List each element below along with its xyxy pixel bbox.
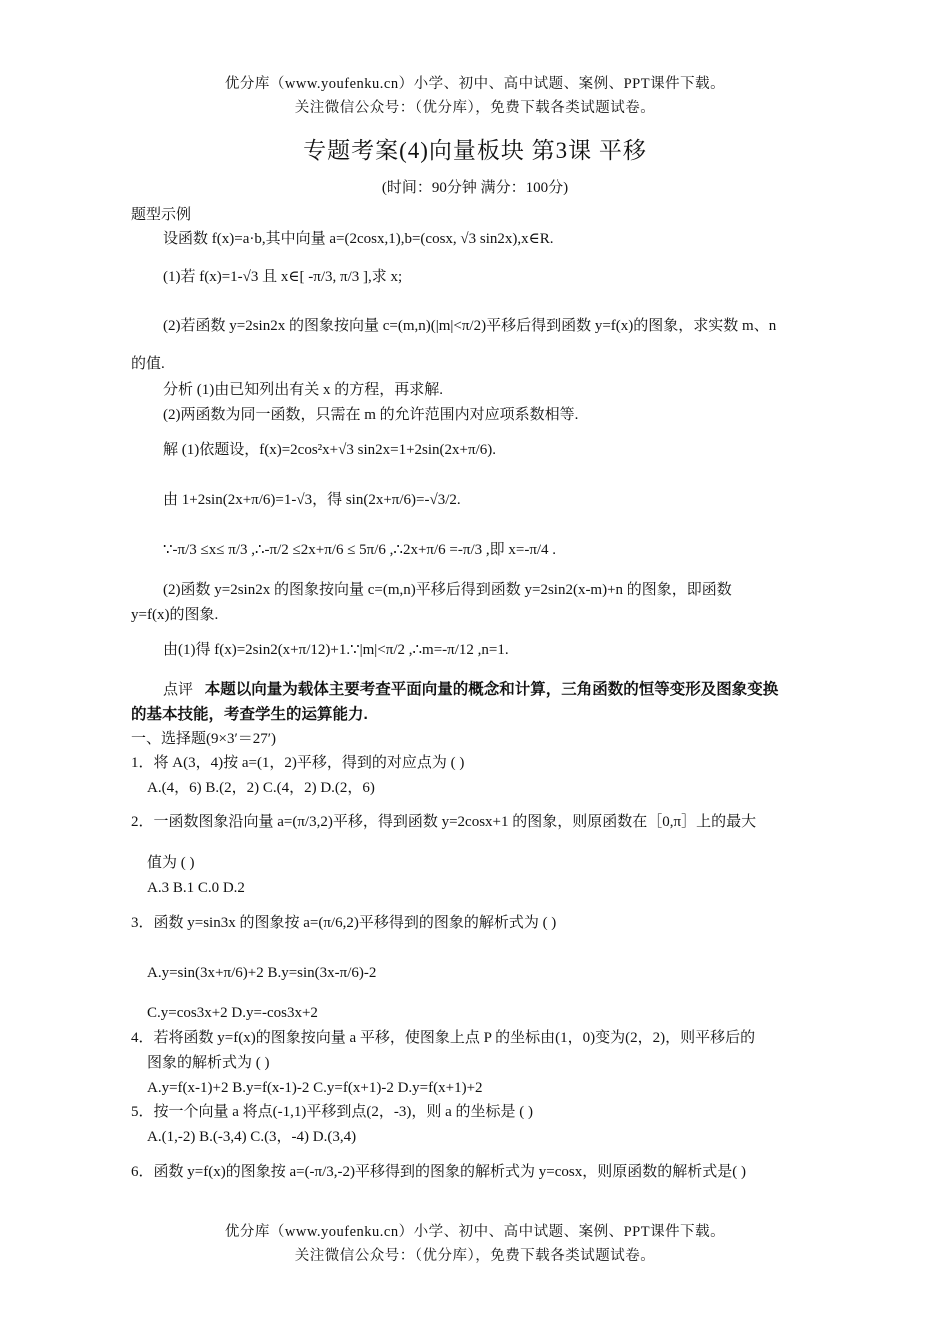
- page-title: 专题考案(4)向量板块 第3课 平移: [303, 138, 647, 163]
- comment-line1: [163, 680, 778, 700]
- solution-line3: ∵-π/3 ≤x≤ π/3 ,∴-π/2 ≤2x+π/6 ≤ 5π/6 ,∴2x+π/6 =-π/3 ,即 x=-π/4 .: [163, 542, 557, 558]
- section-choice-heading: 一、选择题(9×3′＝27′): [131, 731, 277, 747]
- question-1: 1．将 A(3，4)按 a=(1，2)平移，得到的对应点为 ( ): [131, 755, 465, 771]
- example-intro: 设函数 f(x)=a·b,其中向量 a=(2cosx,1),b=(cosx, √3 sin2x),x∈R.: [163, 231, 554, 247]
- solution-line4b: y=f(x)的图象.: [131, 607, 219, 623]
- example-q1: (1)若 f(x)=1-√3 且 x∈[ -π/3, π/3 ],求 x;: [163, 269, 403, 285]
- question-2-options: A.3 B.1 C.0 D.2: [147, 880, 245, 896]
- solution-line2: 由 1+2sin(2x+π/6)=1-√3，得 sin(2x+π/6)=-√3/2.: [163, 492, 461, 508]
- question-1-options: A.(4，6) B.(2，2) C.(4，2) D.(2，6): [147, 780, 375, 796]
- solution-line4a: (2)函数 y=2sin2x 的图象按向量 c=(m,n)平移后得到函数 y=2sin2(x-m)+n 的图象，即函数: [163, 582, 732, 598]
- comment-line2: 的基本技能，考查学生的运算能力.: [131, 706, 368, 723]
- solution-line5: 由(1)得 f(x)=2sin2(x+π/12)+1.∵|m|<π/2 ,∴m=-π/12 ,n=1.: [163, 642, 509, 658]
- question-5: 5．按一个向量 a 将点(-1,1)平移到点(2，-3)，则 a 的坐标是 ( ): [131, 1104, 534, 1120]
- question-5-options: A.(1,-2) B.(-3,4) C.(3，-4) D.(3,4): [147, 1129, 357, 1145]
- solution-line1: 解 (1)依题设，f(x)=2cos²x+√3 sin2x=1+2sin(2x+π/6).: [163, 442, 496, 458]
- question-3: 3．函数 y=sin3x 的图象按 a=(π/6,2)平移得到的图象的解析式为 ( ): [131, 915, 557, 931]
- question-4-line2: 图象的解析式为 ( ): [147, 1055, 270, 1071]
- analysis-line1: 分析 (1)由已知列出有关 x 的方程，再求解.: [163, 382, 443, 398]
- question-2-line1: 2．一函数图象沿向量 a=(π/3,2)平移，得到函数 y=2cosx+1 的图象，则原函数在［0,π］上的最大: [131, 814, 757, 830]
- question-2-line2: 值为 ( ): [147, 855, 195, 871]
- example-q2-line1: (2)若函数 y=2sin2x 的图象按向量 c=(m,n)(|m|<π/2)平移后得到函数 y=f(x)的图象，求实数 m、n: [163, 318, 777, 334]
- question-4-line1: 4．若将函数 y=f(x)的图象按向量 a 平移，使图象上点 P 的坐标由(1，0)变为(2，2)，则平移后的: [131, 1030, 756, 1046]
- footer-line-1: 优分库（www.youfenku.cn）小学、初中、高中试题、案例、PPT课件下载。: [224, 1224, 726, 1240]
- comment-text-a: 本题以向量为载体主要考查平面向量的概念和计算，三角函数的恒等变形及图象变换: [204, 681, 779, 698]
- question-3-options-1: A.y=sin(3x+π/6)+2 B.y=sin(3x-π/6)-2: [147, 965, 377, 981]
- footer-line-2: 关注微信公众号：（优分库），免费下载各类试题试卷。: [294, 1248, 656, 1264]
- analysis-line2: (2)两函数为同一函数，只需在 m 的允许范围内对应项系数相等.: [163, 407, 579, 423]
- comment-label: 点评: [163, 682, 194, 698]
- question-4-options: A.y=f(x-1)+2 B.y=f(x-1)-2 C.y=f(x+1)-2 D.y=f(x+1)+2: [147, 1080, 483, 1096]
- page-subtitle: (时间：90分钟 满分：100分): [381, 180, 569, 196]
- header-line-2: 关注微信公众号：（优分库），免费下载各类试题试卷。: [294, 100, 656, 116]
- section-example-heading: 题型示例: [131, 207, 192, 223]
- header-line-1: 优分库（www.youfenku.cn）小学、初中、高中试题、案例、PPT课件下载。: [224, 76, 726, 92]
- example-q2-line2: 的值.: [131, 356, 165, 372]
- question-6: 6．函数 y=f(x)的图象按 a=(-π/3,-2)平移得到的图象的解析式为 y=cosx，则原函数的解析式是( ): [131, 1164, 746, 1180]
- question-3-options-2: C.y=cos3x+2 D.y=-cos3x+2: [147, 1005, 318, 1021]
